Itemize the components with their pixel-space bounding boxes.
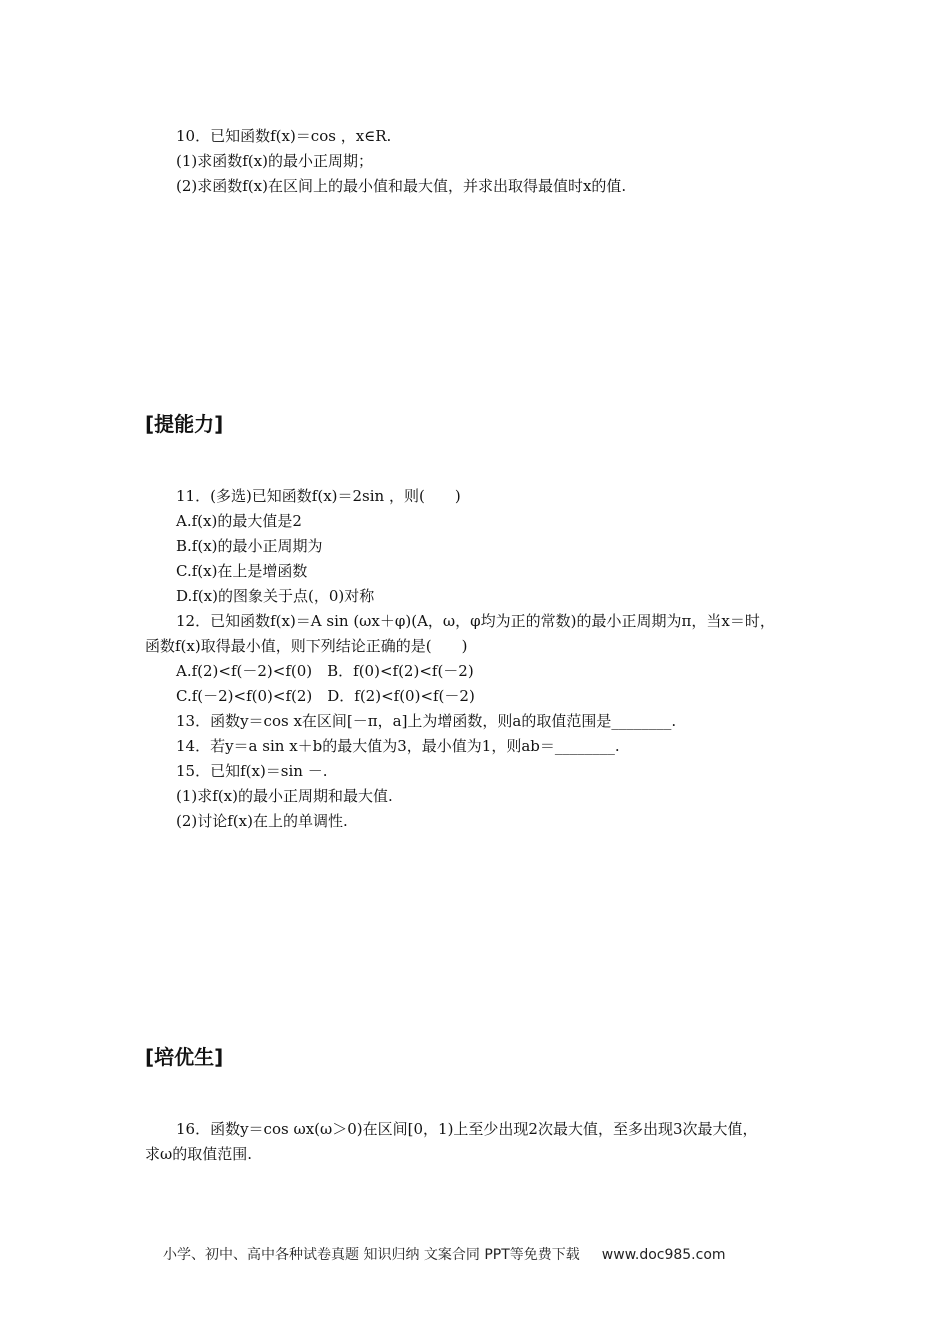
q10-part1: (1)求函数f(x)的最小正周期； (176, 152, 373, 170)
q12-line1: 12．已知函数f(x)＝A sin (ωx＋φ)(A，ω，φ均为正的常数)的最小正周期为π，当x＝时， (176, 612, 775, 630)
q11-option-a: A.f(x)的最大值是2 (176, 512, 302, 530)
footer (163, 1244, 726, 1264)
section-heading-ability: [提能力] (145, 412, 224, 436)
q13: 13．函数y＝cos x在区间[－π，a]上为增函数，则a的取值范围是________. (176, 712, 677, 730)
q11-option-b: B.f(x)的最小正周期为 (176, 537, 323, 555)
q15-part2: (2)讨论f(x)在上的单调性. (176, 812, 348, 830)
q15-stem: 15．已知f(x)＝sin －. (176, 762, 328, 780)
section-heading-excellence: [培优生] (145, 1045, 224, 1069)
footer-text: 小学、初中、高中各种试卷真题 知识归纳 文案合同 PPT等免费下载 (163, 1247, 580, 1263)
q11-stem: 11．(多选)已知函数f(x)＝2sin ，则( ) (176, 487, 461, 505)
q12-line2: 函数f(x)取得最小值，则下列结论正确的是( ) (145, 637, 468, 655)
q16-line1: 16．函数y＝cos ωx(ω＞0)在区间[0，1)上至少出现2次最大值，至多出现3次最大值， (176, 1120, 758, 1138)
q16-line2: 求ω的取值范围. (145, 1145, 253, 1163)
footer-url[interactable]: www.doc985.com (601, 1247, 726, 1263)
q14: 14．若y＝a sin x＋b的最大值为3，最小值为1，则ab＝________. (176, 737, 620, 755)
q10-stem: 10．已知函数f(x)＝cos ，x∈R. (176, 127, 392, 145)
q11-option-d: D.f(x)的图象关于点(，0)对称 (176, 587, 375, 605)
q10-part2: (2)求函数f(x)在区间上的最小值和最大值，并求出取得最值时x的值. (176, 177, 627, 195)
q12-options-ab: A.f(2)<f(－2)<f(0) B．f(0)<f(2)<f(－2) (176, 662, 474, 680)
q15-part1: (1)求f(x)的最小正周期和最大值. (176, 787, 393, 805)
q11-option-c: C.f(x)在上是增函数 (176, 562, 308, 580)
q12-options-cd: C.f(－2)<f(0)<f(2) D．f(2)<f(0)<f(－2) (176, 687, 475, 705)
